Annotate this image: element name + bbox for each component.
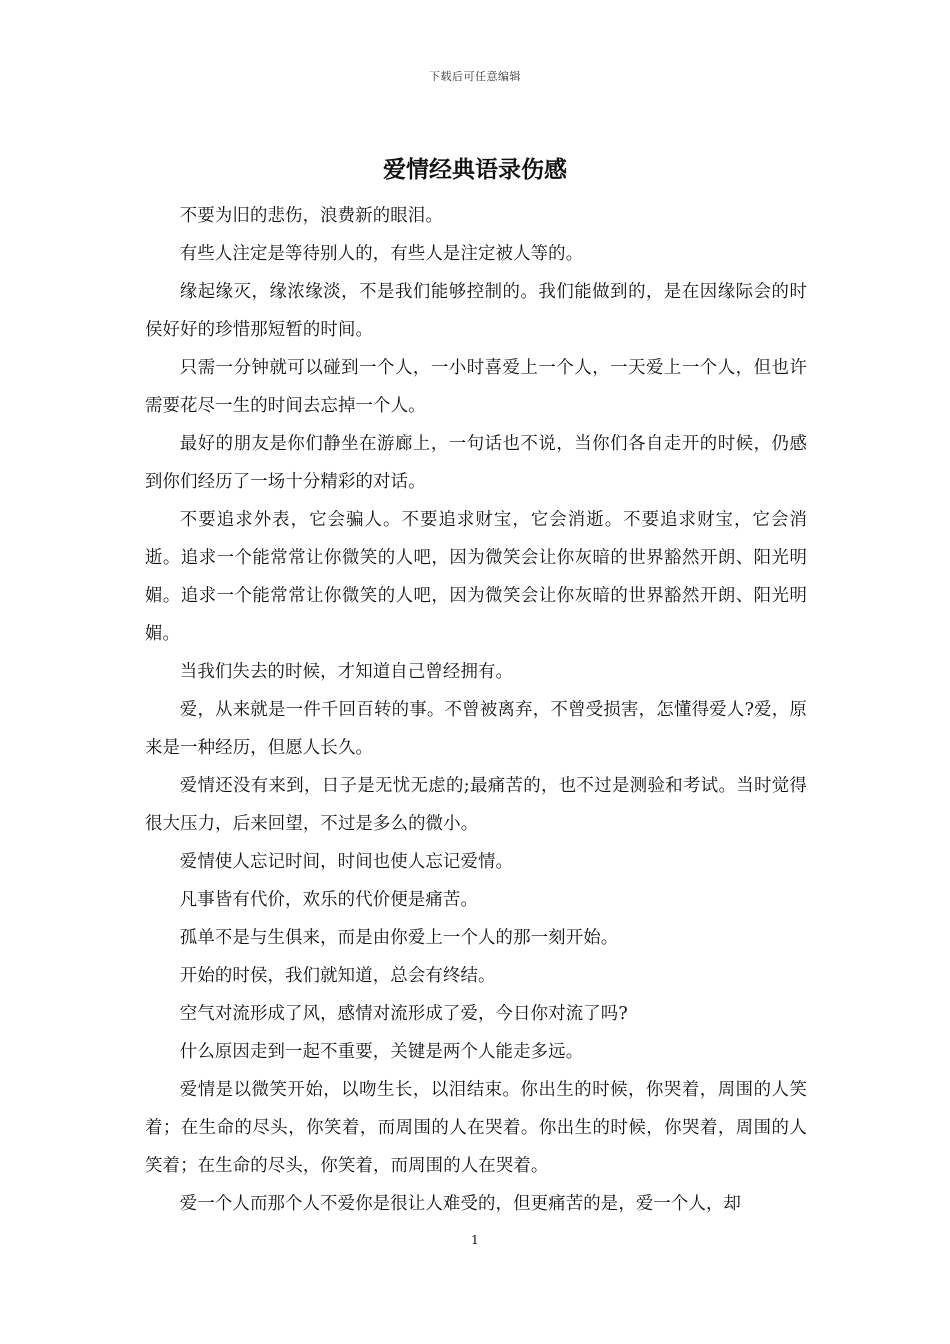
page-number: 1	[471, 1233, 479, 1247]
document-body	[145, 197, 807, 1223]
paragraph: 不要追求外表，它会骗人。不要追求财宝，它会消逝。不要追求财宝，它会消逝。追求一个能常常让你微笑的人吧，因为微笑会让你灰暗的世界豁然开朗、阳光明媚。追求一个能常常让你微笑的人吧，因为微笑会让你灰暗的世界豁然开朗、阳光明媚。	[145, 510, 807, 644]
paragraph: 爱情还没有来到，日子是无忧无虑的;最痛苦的，也不过是测验和考试。当时觉得很大压力，后来回望，不过是多么的微小。	[145, 776, 807, 834]
paragraph: 爱情是以微笑开始，以吻生长，以泪结束。你出生的时候，你哭着，周围的人笑着；在生命的尽头，你笑着，而周围的人在哭着。你出生的时候，你哭着，周围的人笑着；在生命的尽头，你笑着，而周围的人在哭着。	[145, 1080, 807, 1176]
paragraph: 不要为旧的悲伤，浪费新的眼泪。	[179, 206, 443, 226]
document-title: 爱情经典语录伤感	[383, 156, 567, 183]
paragraph: 开始的时侯，我们就知道，总会有终结。	[179, 966, 496, 986]
header-note: 下载后可任意编辑	[429, 70, 521, 83]
paragraph: 最好的朋友是你们静坐在游廊上，一句话也不说，当你们各自走开的时候，仍感到你们经历了一场十分精彩的对话。	[145, 434, 807, 492]
paragraph: 空气对流形成了风，感情对流形成了爱，今日你对流了吗?	[179, 1004, 628, 1024]
paragraph: 孤单不是与生俱来，而是由你爱上一个人的那一刻开始。	[179, 928, 619, 948]
paragraph: 爱，从来就是一件千回百转的事。不曾被离弃，不曾受损害，怎懂得爱人?爱，原来是一种经历，但愿人长久。	[145, 700, 807, 758]
paragraph: 爱情使人忘记时间，时间也使人忘记爱情。	[179, 852, 514, 872]
paragraph: 凡事皆有代价，欢乐的代价便是痛苦。	[179, 890, 478, 910]
paragraph: 缘起缘灭，缘浓缘淡，不是我们能够控制的。我们能做到的，是在因缘际会的时侯好好的珍惜那短暂的时间。	[145, 282, 807, 340]
paragraph: 当我们失去的时候，才知道自己曾经拥有。	[179, 662, 514, 682]
paragraph: 只需一分钟就可以碰到一个人，一小时喜爱上一个人，一天爱上一个人，但也许需要花尽一生的时间去忘掉一个人。	[145, 358, 807, 416]
paragraph: 有些人注定是等待别人的，有些人是注定被人等的。	[179, 244, 584, 264]
paragraph: 什么原因走到一起不重要，关键是两个人能走多远。	[179, 1042, 584, 1062]
paragraph: 爱一个人而那个人不爱你是很让人难受的，但更痛苦的是，爱一个人，却	[179, 1194, 742, 1214]
